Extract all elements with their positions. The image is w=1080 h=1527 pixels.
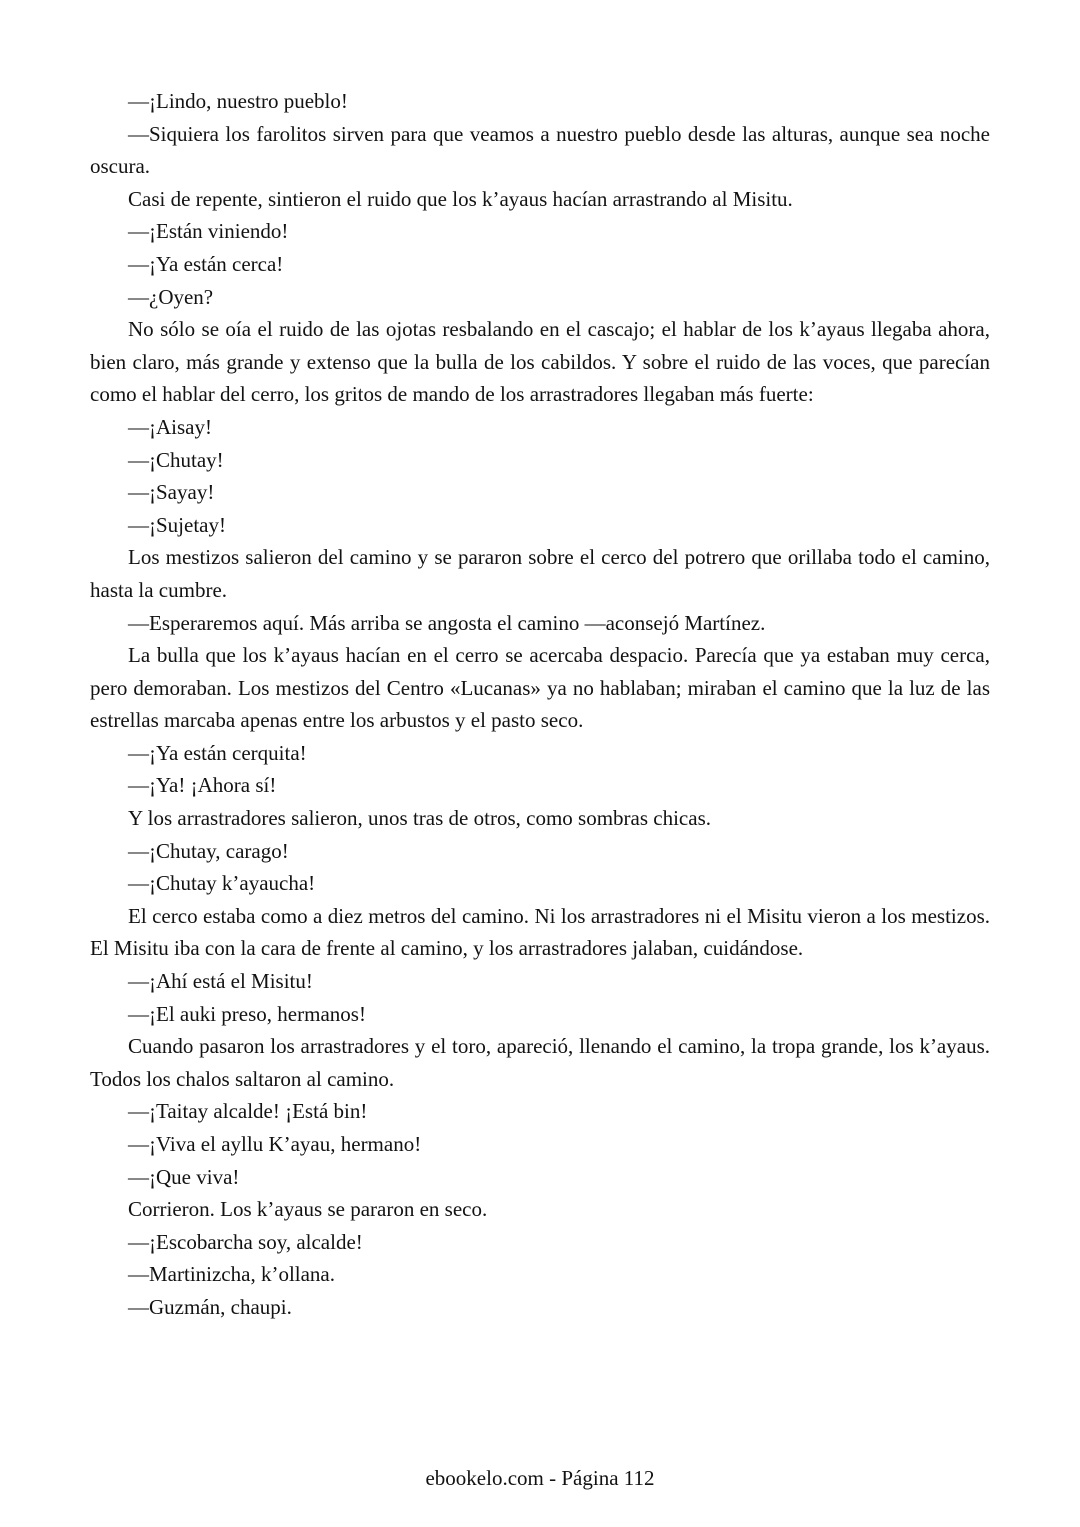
dialogue-line: —¡Aisay! xyxy=(128,414,212,439)
narrative-paragraph: Cuando pasaron los arrastradores y el toro, apareció, llenando el camino, la tropa grande, los k’ayaus. Todos los chalos saltaron al camino. xyxy=(90,1034,990,1091)
dialogue-line: —¡Que viva! xyxy=(128,1164,240,1189)
dialogue-line: —¡Sujetay! xyxy=(128,512,226,537)
dialogue-line: —¡Lindo, nuestro pueblo! xyxy=(128,89,348,113)
narrative-paragraph: El cerco estaba como a diez metros del camino. Ni los arrastradores ni el Misitu vieron a los mestizos. El Misitu iba con la cara de frente al camino, y los arrastradores jalaban, cuidándose. xyxy=(90,903,990,961)
narrative-paragraph: La bulla que los k’ayaus hacían en el cerro se acercaba despacio. Parecía que ya estaban muy cerca, pero demoraban. Los mestizos del Centro «Lucanas» ya no hablaban; miraban el camino que la luz de las estrellas marcaba apenas entre los arbustos y el pasto seco. xyxy=(90,643,990,733)
dialogue-line: —Martinizcha, k’ollana. xyxy=(128,1262,336,1287)
dialogue-line: —¡Ya! ¡Ahora sí! xyxy=(128,773,277,798)
dialogue-line: —¡El auki preso, hermanos! xyxy=(128,1001,366,1026)
narrative-paragraph: Casi de repente, sintieron el ruido que los k’ayaus hacían arrastrando al Misitu. xyxy=(128,186,793,211)
dialogue-line: —¡Taitay alcalde! ¡Está bin! xyxy=(128,1099,368,1124)
narrative-paragraph: Corrieron. Los k’ayaus se pararon en seco. xyxy=(128,1197,488,1222)
dialogue-line: —¡Ya están cerca! xyxy=(128,251,284,276)
dialogue-line: —¡Escobarcha soy, alcalde! xyxy=(128,1229,363,1254)
text-content xyxy=(90,85,990,1324)
dialogue-line: —¿Oyen? xyxy=(128,284,214,309)
dialogue-line: —Guzmán, chaupi. xyxy=(128,1294,292,1319)
dialogue-line: —¡Sayay! xyxy=(128,480,215,505)
page-footer: ebookelo.com - Página 112 xyxy=(425,1466,655,1490)
dialogue-line: —Esperaremos aquí. Más arriba se angosta el camino —aconsejó Martínez. xyxy=(128,610,766,635)
narrative-paragraph: No sólo se oía el ruido de las ojotas resbalando en el cascajo; el hablar de los k’ayaus llegaba ahora, bien claro, más grande y extenso que la bulla de los cabildos. Y sobre el ruido de las voces, que parecían como el hablar del cerro, los gritos de mando de los arrastradores llegaban más fuerte: xyxy=(90,317,990,407)
dialogue-line: —¡Chutay! xyxy=(128,447,224,472)
dialogue-line: —¡Ya están cerquita! xyxy=(128,740,307,765)
narrative-paragraph: Los mestizos salieron del camino y se pararon sobre el cerco del potrero que orillaba todo el camino, hasta la cumbre. xyxy=(90,545,990,602)
dialogue-line: —¡Chutay k’ayaucha! xyxy=(128,871,316,896)
dialogue-line: —¡Viva el ayllu K’ayau, hermano! xyxy=(128,1132,422,1156)
dialogue-line: —¡Chutay, carago! xyxy=(128,838,289,863)
dialogue-line: —¡Están viniendo! xyxy=(128,219,289,244)
narrative-paragraph: Y los arrastradores salieron, unos tras de otros, como sombras chicas. xyxy=(128,806,711,831)
dialogue-line: —Siquiera los farolitos sirven para que veamos a nuestro pueblo desde las alturas, aunque sea noche oscura. xyxy=(90,121,990,179)
dialogue-line: —¡Ahí está el Misitu! xyxy=(128,969,313,994)
